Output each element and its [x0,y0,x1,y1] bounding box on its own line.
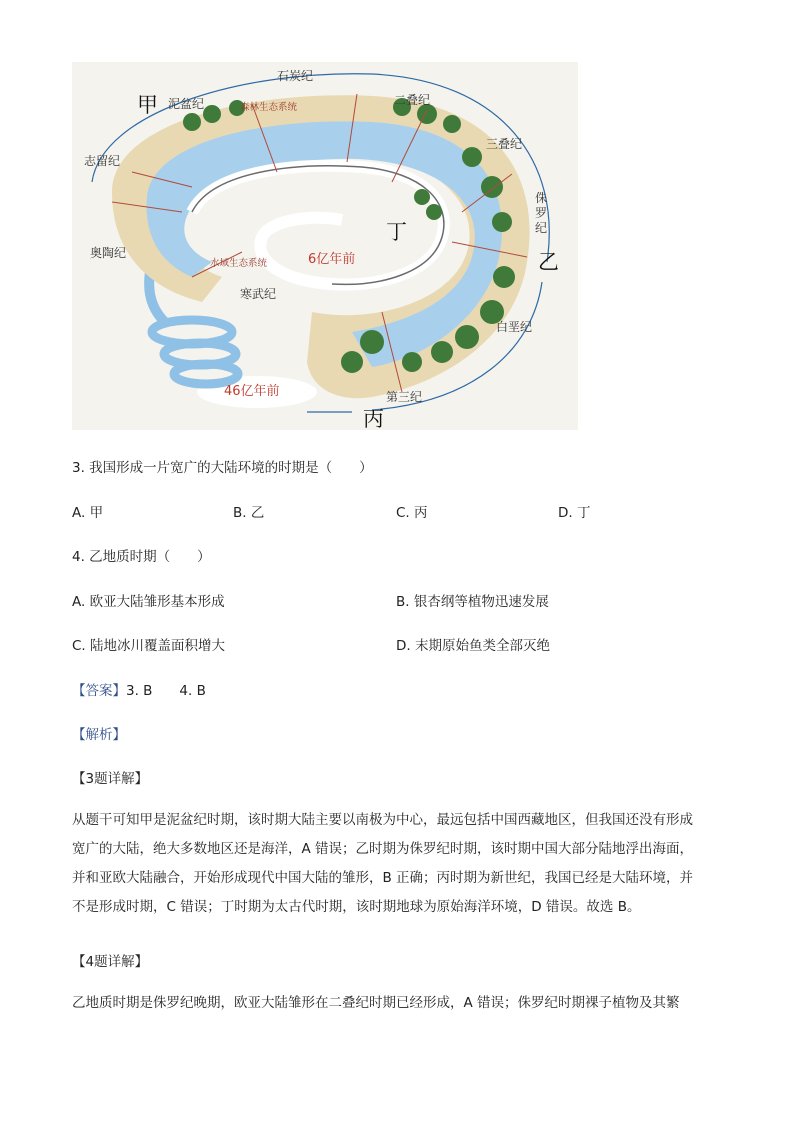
time-46-label: 46亿年前 [224,384,280,399]
spiral-illustration [72,62,578,430]
label-disan: 第三纪 [386,390,423,404]
detail4-line: 乙地质时期是侏罗纪晚期，欧亚大陆雏形在二叠纪时期已经形成，A 错误；侏罗纪时期裸子植物及其繁 [72,995,680,1011]
q4-option-a[interactable]: A. 欧亚大陆雏形基本形成 [72,594,225,610]
detail3-line: 并和亚欧大陆融合，开始形成现代中国大陆的雏形，B 正确；丙时期为新世纪，我国已经是大陆环境，并 [72,870,694,886]
question-3-stem: 3. 我国形成一片宽广的大陆环境的时期是（ ） [72,460,373,476]
label-shitan: 石炭纪 [277,69,314,83]
q4-option-d[interactable]: D. 末期原始鱼类全部灭绝 [396,638,550,654]
answer-text: 3. B 4. B [126,683,206,699]
label-aotao: 奥陶纪 [90,246,127,260]
label-hanwu: 寒武纪 [240,287,277,301]
answer-line [72,679,206,699]
marker-yi: 乙 [538,250,559,274]
q3-option-d[interactable]: D. 丁 [558,505,591,521]
spiral-coil [152,320,238,384]
water-ecosystem-label: 水域生态系统 [210,258,268,269]
label-zhiliu: 志留纪 [84,154,121,168]
label-nipen: 泥盆纪 [168,97,205,111]
marker-jia: 甲 [137,93,158,117]
forest-ecosystem-label: 森林生态系统 [240,102,298,113]
answer-tag: 【答案】 [72,683,126,699]
detail4-paragraph [72,989,722,1018]
question-4-stem: 4. 乙地质时期（ ） [72,549,211,565]
detail3-line: 不是形成时期，C 错误；丁时期为太古代时期，该时期地球为原始海洋环境，D 错误。故选 B。 [72,899,641,915]
q3-option-c[interactable]: C. 丙 [396,505,428,521]
marker-ding: 丁 [386,220,407,244]
detail3-line: 从题干可知甲是泥盆纪时期，该时期大陆主要以南极为中心，最远包括中国西藏地区，但我国还没有形成 [72,812,693,828]
q4-option-b[interactable]: B. 银杏纲等植物迅速发展 [396,594,549,610]
label-zhuluo-vertical [535,190,547,235]
detail4-tag: 【4题详解】 [72,954,149,970]
analysis-tag: 【解析】 [72,727,126,743]
geologic-spiral-figure [72,62,578,430]
detail3-tag: 【3题详解】 [72,771,149,787]
label-zhuluo: 侏罗纪 [535,191,548,235]
label-baie: 白垩纪 [496,320,533,334]
q3-option-b[interactable]: B. 乙 [233,505,265,521]
q4-option-c[interactable]: C. 陆地冰川覆盖面积增大 [72,638,226,654]
label-erdie: 二叠纪 [394,93,431,107]
marker-bing: 丙 [363,407,384,430]
time-6-label: 6亿年前 [308,252,356,267]
q3-option-a[interactable]: A. 甲 [72,505,104,521]
detail3-paragraph [72,806,722,922]
label-sandie: 三叠纪 [486,137,523,151]
detail3-line: 宽广的大陆，绝大多数地区还是海洋，A 错误；乙时期为侏罗纪时期，该时期中国大部分陆地浮出海面， [72,841,694,857]
